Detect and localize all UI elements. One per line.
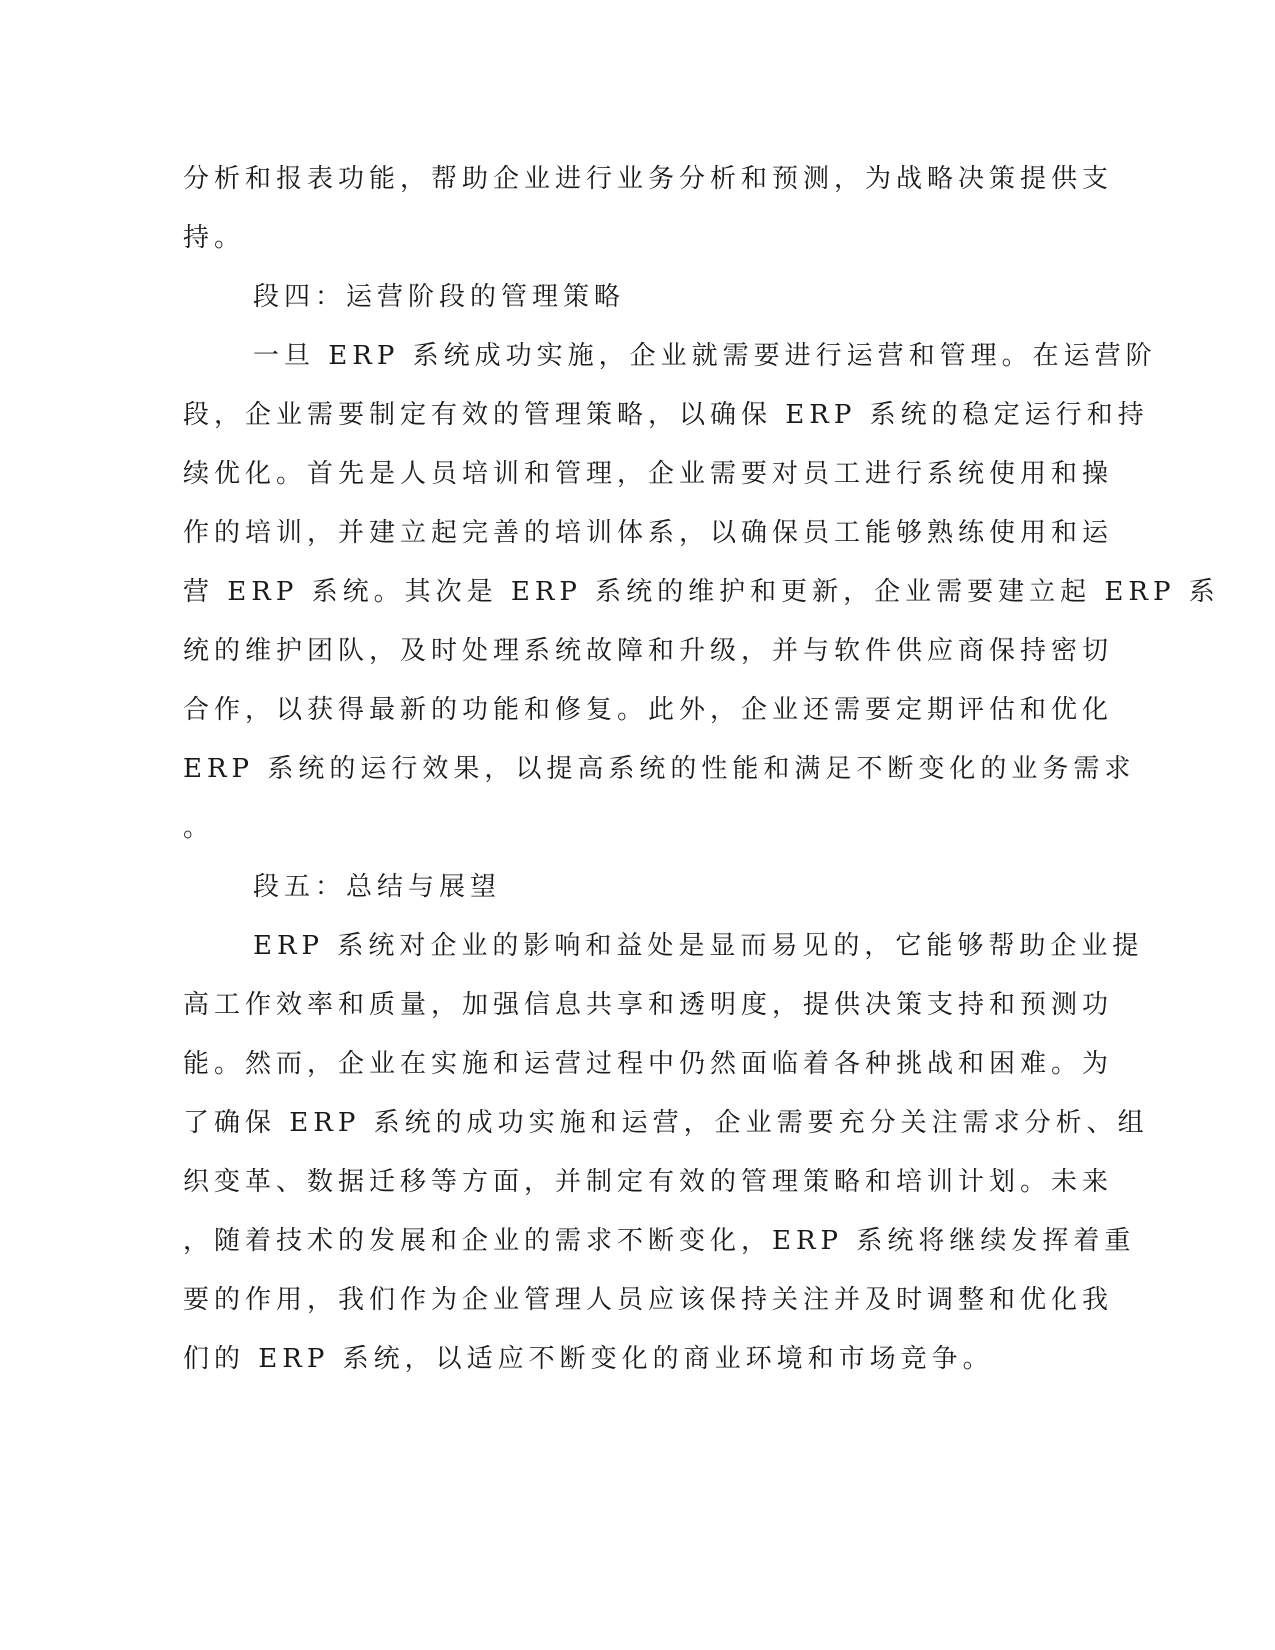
paragraph-line: 要的作用，我们作为企业管理人员应该保持关注并及时调整和优化我 <box>183 1285 1114 1315</box>
paragraph-line: 能。然而，企业在实施和运营过程中仍然面临着各种挑战和困难。为 <box>183 1049 1114 1079</box>
paragraph-line: 一旦 ERP 系统成功实施，企业就需要进行运营和管理。在运营阶 <box>253 341 1157 371</box>
section-heading-5: 段五：总结与展望 <box>253 872 502 902</box>
section-heading-4: 段四：运营阶段的管理策略 <box>253 282 626 312</box>
paragraph-line: 合作，以获得最新的功能和修复。此外，企业还需要定期评估和优化 <box>183 695 1114 725</box>
paragraph-line: 作的培训，并建立起完善的培训体系，以确保员工能够熟练使用和运 <box>183 518 1114 548</box>
paragraph-line: 们的 ERP 系统，以适应不断变化的商业环境和市场竞争。 <box>183 1344 994 1374</box>
paragraph-line: ，随着技术的发展和企业的需求不断变化，ERP 系统将继续发挥着重 <box>183 1226 1136 1256</box>
paragraph-line: 段，企业需要制定有效的管理策略，以确保 ERP 系统的稳定运行和持 <box>183 400 1149 430</box>
paragraph-line: ERP 系统的运行效果，以提高系统的性能和满足不断变化的业务需求 <box>183 754 1136 784</box>
paragraph-line: 。 <box>183 813 215 843</box>
paragraph-line: 高工作效率和质量，加强信息共享和透明度，提供决策支持和预测功 <box>183 990 1114 1020</box>
paragraph-line: ERP 系统对企业的影响和益处是显而易见的，它能够帮助企业提 <box>253 931 1144 961</box>
paragraph-line: 统的维护团队，及时处理系统故障和升级，并与软件供应商保持密切 <box>183 636 1114 666</box>
paragraph-line: 营 ERP 系统。其次是 ERP 系统的维护和更新，企业需要建立起 ERP 系 <box>183 577 1220 607</box>
paragraph-continuation-line: 持。 <box>183 223 246 253</box>
paragraph-line: 续优化。首先是人员培训和管理，企业需要对员工进行系统使用和操 <box>183 459 1114 489</box>
document-body <box>183 150 1220 1389</box>
paragraph-continuation-line: 分析和报表功能，帮助企业进行业务分析和预测，为战略决策提供支 <box>183 164 1114 194</box>
paragraph-line: 了确保 ERP 系统的成功实施和运营，企业需要充分关注需求分析、组 <box>183 1108 1149 1138</box>
paragraph-line: 织变革、数据迁移等方面，并制定有效的管理策略和培训计划。未来 <box>183 1167 1114 1197</box>
